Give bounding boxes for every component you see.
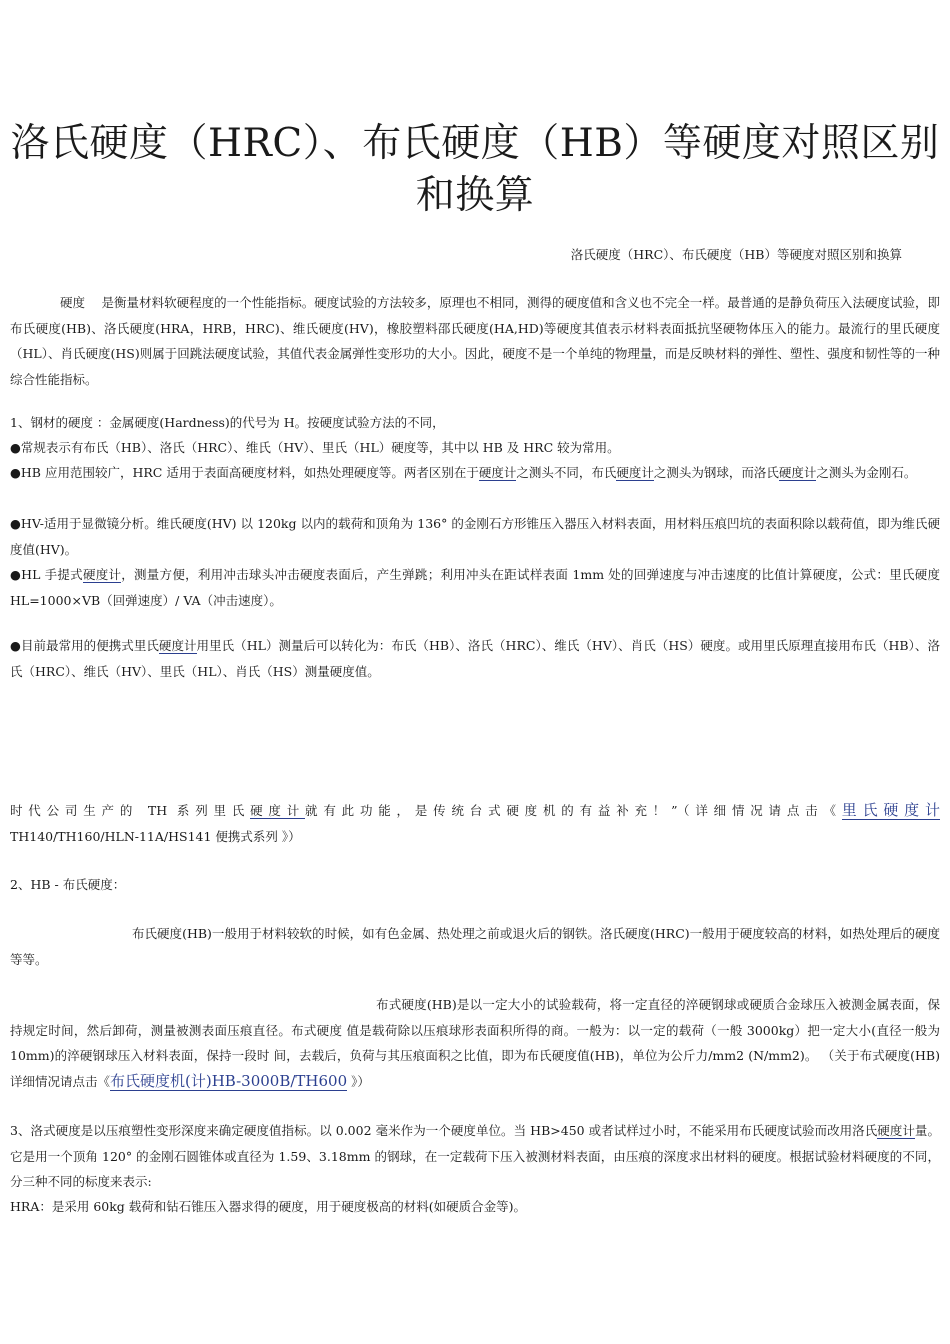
bullet-hl-text-a: ●HL 手提式 (10, 567, 83, 582)
hardness-tester-link[interactable]: 硬度计 (82, 567, 122, 582)
bullet-hb-text-c: 之测头为钢球，而洛氏 (653, 465, 779, 480)
bullet-portable (10, 633, 940, 684)
brinell-paragraph-1: 布氏硬度(HB)一般用于材料较软的时候，如有色金属、热处理之前或退火后的钢铁。洛氏硬度(HRC)一般用于硬度较高的材料，如热处理后的硬度等等。 (10, 926, 940, 967)
bullet-hb-hrc (10, 460, 940, 486)
section1-heading: 1、钢材的硬度 ：金属硬度(Hardness)的代号为 H。按硬度试验方法的不同， (10, 415, 445, 430)
hra-paragraph: HRA：是采用 60kg 载荷和钻石锥压入器求得的硬度，用于硬度极高的材料(如硬质合金等)。 (10, 1199, 527, 1214)
intro-paragraph: 硬度 是衡量材料软硬程度的一个性能指标。硬度试验的方法较多，原理也不相同，测得的硬度值和含义也不完全一样。最普通的是静负荷压入法硬度试验，即布氏硬度(HB)、洛氏硬度(HRA，HRB，HRC)、维氏硬度(HV)，橡胶塑料邵氏硬度(HA,HD)等硬度其值表示材料表面抵抗坚硬物体压入的能力。最流行的里氏硬度（HL）、肖氏硬度(HS)则属于回跳法硬度试验，其值代表金属弹性变形功的大小。因此，硬度不是一个单纯的物理量，而是反映材料的弹性、塑性、强度和韧性等的一种综合性能指标。 (10, 295, 940, 387)
bullet-hb-text-a: ●HB 应用范围较广，HRC 适用于表面高硬度材料，如热处理硬度等。两者区别在于 (10, 465, 479, 480)
hardness-tester-link[interactable]: 硬度计 (616, 465, 654, 480)
promo-text-c: TH140/TH160/HLN-11A/HS141 便携式系列 》） (10, 828, 301, 844)
document-title: 洛氏硬度（HRC）、布氏硬度（HB）等硬度对照区别和换算 (10, 121, 940, 218)
bullet-portable-text-a: ●目前最常用的便携式里氏 (10, 638, 159, 653)
section2-heading: 2、HB - 布氏硬度： (10, 877, 126, 892)
hardness-tester-link[interactable]: 硬度计 (478, 465, 517, 480)
bullet-hl-text-b: ，测量方便，利用冲击球头冲击硬度表面后，产生弹跳；利用冲头在距试样表面 1mm 处的回弹速度与冲击速度的比值计算硬度，公式：里氏硬度 HL=1000×VB（回弹速度）/ VA（冲击速度）。 (10, 567, 940, 608)
promo-text-a: 时代公司生产的 TH 系列里氏 (10, 803, 251, 818)
hardness-tester-link[interactable]: 硬度计 (158, 638, 197, 653)
hardness-tester-link[interactable]: 硬度计 (877, 1123, 915, 1138)
brinell-text-b: 》） (347, 1073, 370, 1089)
rockwell-text-b: 量。它是用一个顶角 120° 的金刚石圆锥体或直径为 1.59、3.18mm 的钢球，在一定载荷下压入被测材料表面，由压痕的深度求出材料的硬度。根据试验材料硬度的不同，分三种不同的标度来表示: (10, 1123, 940, 1189)
bullet-hl (10, 562, 940, 613)
brinell-text-a: 布式硬度(HB)是以一定大小的试验载荷，将一定直径的淬硬钢球或硬质合金球压入被测金属表面，保持规定时间，然后卸荷，测量被测表面压痕直径。布式硬度 值是载荷除以压痕球形表面积所得的商。一般为：以一定的载荷（一般 3000kg）把一定大小(直径一般为 10mm)的淬硬钢球压入材料表面，保持一段时 间，去载后，负荷与其压痕面积之比值，即为布氏硬度值(HB)，单位为公斤力/mm2 (N/mm2)。 （关于布式硬度(HB)详细情况请点击《 (10, 997, 940, 1089)
bullet-common-scales: ●常规表示有布氏（HB）、洛氏（HRC）、维氏（HV）、里氏（HL）硬度等，其中以 HB 及 HRC 较为常用。 (10, 440, 620, 455)
brinell-paragraph-2 (10, 992, 940, 1094)
document-subtitle: 洛氏硬度（HRC）、布氏硬度（HB）等硬度对照区别和换算 (570, 247, 902, 262)
bullet-hb-text-b: 之测头不同，布氏 (516, 465, 617, 480)
rockwell-paragraph (10, 1118, 940, 1195)
hardness-tester-link[interactable]: 硬度计 (778, 465, 817, 480)
promo-paragraph (10, 798, 940, 849)
bullet-hv: ●HV-适用于显微镜分析。维氏硬度(HV) 以 120kg 以内的载荷和顶角为 136° 的金刚石方形锥压入器压入材料表面，用材料压痕凹坑的表面积除以载荷值，即为维氏硬度值(HV)。 (10, 516, 940, 557)
bullet-hb-text-d: 之测头为金刚石。 (816, 465, 917, 480)
bullet-portable-text-b: 用里氏（HL）测量后可以转化为：布氏（HB）、洛氏（HRC）、维氏（HV）、肖氏（HS）硬度。或用里氏原理直接用布氏（HB）、洛氏（HRC）、维氏（HV）、里氏（HL）、肖氏（HS）测量硬度值。 (10, 638, 940, 679)
rockwell-text-a: 3、洛式硬度是以压痕塑性变形深度来确定硬度值指标。以 0.002 毫米作为一个硬度单位。当 HB>450 或者试样过小时，不能采用布氏硬度试验而改用洛氏 (10, 1123, 878, 1138)
hardness-tester-link[interactable]: 硬度计 (250, 803, 306, 818)
promo-text-b: 就有此功能，是传统台式硬度机的有益补充！”（详细情况请点击《 (305, 803, 842, 818)
leeb-tester-link[interactable]: 里氏硬度计 (841, 801, 940, 819)
brinell-tester-link[interactable]: 布氏硬度机(计)HB-3000B/TH600 (110, 1071, 348, 1090)
